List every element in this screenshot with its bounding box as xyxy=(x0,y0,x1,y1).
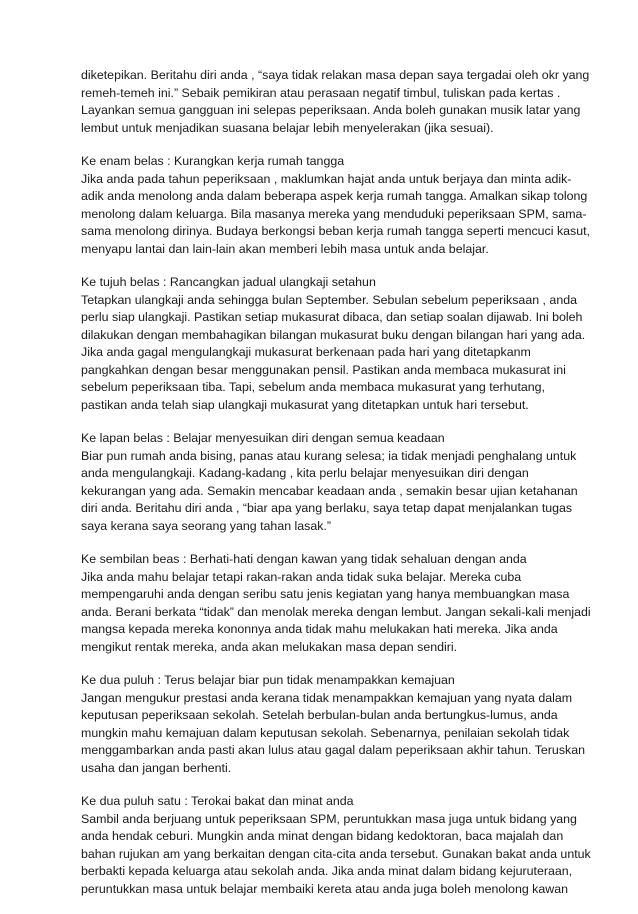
text-line: menyapu lantai dan lain-lain akan memberi lebih masa untuk anda belajar. xyxy=(81,241,489,256)
text-line: remeh-temeh ini.” Sebaik pemikiran atau perasaan negatif timbul, tuliskan pada kertas . xyxy=(81,85,561,100)
text-line: adik anda menolong anda dalam beberapa aspek kerja rumah tangga. Amalkan sikap tolong xyxy=(81,189,588,203)
text-line: anda hendak ceburi. Mungkin anda minat dengan bidang kedoktoran, baca majalah dan xyxy=(81,829,564,843)
text-line: mangsa kepada mereka kononnya anda tidak mahu melukakan hati mereka. Jika anda xyxy=(81,622,558,636)
text-line: dilakukan dengan membahagikan bilangan mukasurat buku dengan bilangan hari yang ada. xyxy=(81,327,586,342)
text-line: anda. Berani berkata “tidak” dan menolak mereka dengan lembut. Jangan sekali-kali menjadi xyxy=(81,604,591,619)
paragraph xyxy=(81,153,590,258)
paragraph xyxy=(81,274,586,414)
text-line: Jika anda mahu belajar tetapi rakan-rakan anda tidak suka belajar. Mereka cuba xyxy=(81,569,522,584)
text-line: Jika anda gagal mengulangkaji mukasurat berkenaan pada hari yang ditetapkanm xyxy=(81,345,531,359)
paragraph xyxy=(81,67,590,137)
text-line: sama menolong dirinya. Budaya berkongsi beban kerja rumah tangga seperti mencuci kasut, xyxy=(81,224,590,238)
text-line: Jangan mengukur prestasi anda kerana tidak menampakkan kemajuan yang nyata dalam xyxy=(81,690,573,705)
text-line: mungkin mahu kemajuan dalam keputusan sekolah. Sebenarnya, penilaian sekolah tidak xyxy=(81,725,570,740)
text-line: sebelum peperiksaan tiba. Tapi, sebelum anda membaca mukasurat yang terhutang, xyxy=(81,380,546,394)
paragraph xyxy=(81,672,585,777)
text-line: peruntukkan masa untuk belajar membaiki kereta atau anda juga boleh menolong kawan xyxy=(81,881,568,896)
section-heading: Ke dua puluh : Terus belajar biar pun tidak menampakkan kemajuan xyxy=(81,673,455,687)
section-heading: Ke tujuh belas : Rancangkan jadual ulangkaji setahun xyxy=(81,275,376,289)
text-line: kekurangan yang ada. Semakin mencabar keadaan anda , semakin besar ujian ketahanan xyxy=(81,483,578,498)
text-line: lembut untuk menjadikan suasana belajar lebih menyelerakan (jika sesuai). xyxy=(81,120,494,135)
section-heading: Ke dua puluh satu : Terokai bakat dan minat anda xyxy=(81,794,354,808)
text-line: anda mengulangkaji. Kadang-kadang , kita perlu belajar menyesuikan diri dengan xyxy=(81,466,529,480)
section-heading: Ke lapan belas : Belajar menyesuikan diri dengan semua keadaan xyxy=(81,431,445,445)
text-line: Jika anda pada tahun peperiksaan , maklumkan hajat anda untuk berjaya dan minta adik- xyxy=(81,171,572,186)
text-line: mengikut rentak mereka, anda akan melukakan masa depan sendiri. xyxy=(81,639,458,654)
text-line: bahan rujukan am yang berkaitan dengan cita-cita anda tersebut. Gunakan bakat anda untuk xyxy=(81,846,591,861)
text-line: menggambarkan anda pasti akan lulus atau gagal dalam peperiksaan akhir tahun. Teruskan xyxy=(81,743,585,757)
text-line: saya kerana saya seorang yang tahan lasak.” xyxy=(81,518,332,533)
document-page xyxy=(81,67,591,914)
text-line: Tetapkan ulangkaji anda sehingga bulan September. Sebulan sebelum peperiksaan , anda xyxy=(81,292,577,307)
text-line: Layankan semua gangguan ini selepas peperiksaan. Anda boleh gunakan musik latar yang xyxy=(81,103,581,117)
text-line: keputusan peperiksaan sekolah. Setelah berbulan-bulan anda bertungkus-lumus, anda xyxy=(81,708,558,722)
text-line: Sambil anda berjuang untuk peperiksaan SPM, peruntukkan masa juga untuk bidang yang xyxy=(81,811,577,826)
section-heading: Ke enam belas : Kurangkan kerja rumah tangga xyxy=(81,154,345,168)
text-line: diri anda. Beritahu diri anda , “biar apa yang berlaku, saya tetap dapat menjalankan tugas xyxy=(81,501,573,515)
paragraph xyxy=(81,430,578,535)
text-line: mempengaruhi anda dengan seribu satu jenis kegiatan yang hanya membuangkan masa xyxy=(81,587,570,601)
text-line: pastikan anda telah siap ulangkaji mukasurat yang ditetapkan untuk hari tersebut. xyxy=(81,397,529,412)
text-line: menolong dalam keluarga. Bila masanya mereka yang menduduki peperiksaan SPM, sama- xyxy=(81,206,587,221)
text-line: berbakti kepada keluarga atau sekolah anda. Jika anda minat dalam bidang kejuruteraan, xyxy=(81,864,573,878)
section-heading: Ke sembilan beas : Berhati-hati dengan kawan yang tidak sehaluan dengan anda xyxy=(81,552,527,566)
text-line: pangkahkan dengan besar menggunakan pensil. Pastikan anda membaca mukasurat ini xyxy=(81,362,566,377)
text-line: perlu siap ulangkaji. Pastikan setiap mukasurat dibaca, dan setiap soalan dijawab. Ini boleh xyxy=(81,310,583,324)
paragraph xyxy=(81,793,591,898)
paragraph xyxy=(81,551,591,656)
text-line: usaha dan jangan berhenti. xyxy=(81,760,232,775)
text-line: Biar pun rumah anda bising, panas atau kurang selesa; ia tidak menjadi penghalang untuk xyxy=(81,448,577,463)
text-line: diketepikan. Beritahu diri anda , “saya tidak relakan masa depan saya tergadai oleh okr yang xyxy=(81,68,590,82)
